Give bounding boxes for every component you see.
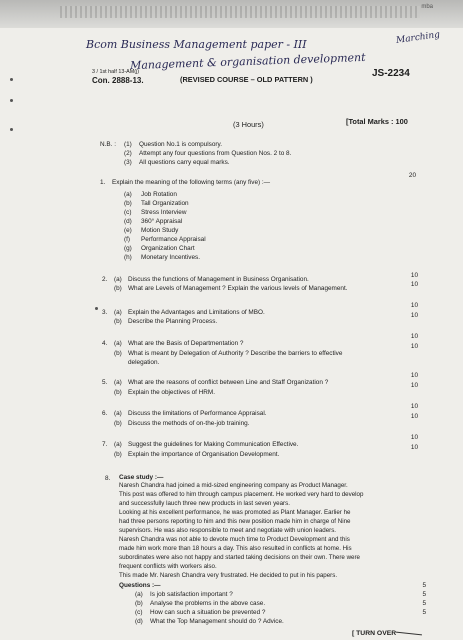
- part-label: (a): [114, 441, 122, 448]
- punch-mark: [10, 128, 13, 131]
- case-question-marks: 5: [422, 609, 426, 616]
- item-text: Stress Interview: [141, 209, 187, 216]
- question-number: 7.: [102, 441, 108, 448]
- part-marks: 10: [410, 343, 418, 350]
- handwritten-subtitle: Management & organisation development: [129, 50, 366, 73]
- item-label: (h): [124, 254, 132, 261]
- case-question-label: (c): [135, 609, 143, 616]
- part-text: What are the reasons of conflict between Line and Staff Organization ?: [128, 379, 329, 386]
- part-marks: 10: [410, 403, 418, 410]
- part-label: (a): [114, 276, 122, 283]
- part-marks: 10: [410, 434, 418, 441]
- part-label: (b): [114, 350, 122, 357]
- item-label: (f): [124, 236, 131, 243]
- nb-num: (3): [124, 159, 132, 166]
- item-text: Performance Appraisal: [141, 236, 206, 243]
- case-question-label: (a): [135, 591, 143, 598]
- case-line: This made Mr. Naresh Chandra very frustrated. He decided to put in his papers.: [119, 572, 338, 579]
- item-label: (d): [124, 218, 132, 225]
- part-label: (b): [114, 420, 122, 427]
- question-number: 1.: [100, 179, 106, 186]
- item-label: (g): [124, 245, 132, 252]
- case-line: had three persons reporting to him and this new position made him in charge of Nine: [119, 518, 351, 525]
- part-text: What are Levels of Management ? Explain the various levels of Management.: [128, 285, 348, 292]
- case-line: Naresh Chandra had joined a mid-sized engineering company as Product Manager.: [119, 482, 348, 489]
- question-marks: 20: [408, 172, 416, 179]
- question-number: 4.: [102, 340, 108, 347]
- case-line: supervisors. He was also responsible to meet and negotiate with union leaders.: [119, 527, 337, 534]
- question-number: 6.: [102, 410, 108, 417]
- nb-text: All questions carry equal marks.: [139, 159, 230, 166]
- part-marks: 10: [410, 272, 418, 279]
- item-text: Organization Chart: [141, 245, 195, 252]
- handwritten-note: Marching: [395, 29, 441, 47]
- exam-duration: (3 Hours): [233, 120, 264, 129]
- nb-num: (2): [124, 150, 132, 157]
- part-label: (b): [114, 318, 122, 325]
- case-line: Looking at his excellent performance, he was promoted as Plant Manager. Earlier he: [119, 509, 351, 516]
- nb-num: (1): [124, 141, 132, 148]
- item-text: Monetary Incentives.: [141, 254, 200, 261]
- nb-text: Attempt any four questions from Question Nos. 2 to 8.: [139, 150, 292, 157]
- question-text: Explain the meaning of the following terms (any five) :—: [112, 179, 271, 186]
- item-text: Tall Organization: [141, 200, 189, 207]
- total-marks: [Total Marks : 100: [346, 117, 408, 126]
- part-label: (a): [114, 309, 122, 316]
- turn-over-arrow: [396, 632, 422, 636]
- ref-code: 3 / 1st half 13-AM(j): [92, 69, 140, 75]
- case-line: This post was offered to him through campus placement. He worked very hard to develop: [119, 491, 364, 498]
- part-text: Discuss the functions of Management in Business Organisation.: [128, 276, 309, 283]
- part-marks: 10: [410, 444, 418, 451]
- corner-tag: mba: [421, 4, 433, 10]
- part-text: Explain the Advantages and Limitations of MBO.: [128, 309, 265, 316]
- part-marks: 10: [410, 281, 418, 288]
- part-marks: 10: [410, 302, 418, 309]
- question-number: 5.: [102, 379, 108, 386]
- case-question-marks: 5: [422, 582, 426, 589]
- part-text: Discuss the limitations of Performance Appraisal.: [128, 410, 267, 417]
- part-text: Explain the importance of Organisation Development.: [128, 451, 280, 458]
- nb-label: N.B. :: [100, 141, 116, 148]
- part-marks: 10: [410, 382, 418, 389]
- question-number: 2.: [102, 276, 108, 283]
- part-marks: 10: [410, 372, 418, 379]
- item-text: Job Rotation: [141, 191, 177, 198]
- part-text: Suggest the guidelines for Making Communication Effective.: [128, 441, 299, 448]
- item-label: (e): [124, 227, 132, 234]
- part-label: (b): [114, 389, 122, 396]
- part-marks: 10: [410, 333, 418, 340]
- item-label: (a): [124, 191, 132, 198]
- part-text: What are the Basis of Departmentation ?: [128, 340, 244, 347]
- scan-speck: [95, 307, 98, 310]
- punch-mark: [10, 99, 13, 102]
- question-number: 8.: [105, 475, 111, 482]
- question-number: 3.: [102, 309, 108, 316]
- item-text: Motion Study: [141, 227, 179, 234]
- part-marks: 10: [410, 413, 418, 420]
- case-question-text: How can such a situation be prevented ?: [150, 609, 266, 616]
- case-question-text: What the Top Management should do ? Advice.: [150, 618, 284, 625]
- nb-text: Question No.1 is compulsory.: [139, 141, 222, 148]
- part-text: Discuss the methods of on-the-job training.: [128, 420, 250, 427]
- punch-mark: [10, 78, 13, 81]
- scan-noise-strip: [60, 6, 420, 18]
- case-question-label: (b): [135, 600, 143, 607]
- case-line: made him work more than 18 hours a day. This also resulted in conflicts at home. His: [119, 545, 352, 552]
- course-title: (REVISED COURSE – OLD PATTERN ): [180, 75, 313, 84]
- case-line: Naresh Chandra was not able to devote much time to Product Development and this: [119, 536, 350, 543]
- con-code: Con. 2888-13.: [92, 76, 144, 85]
- case-question-marks: 5: [422, 591, 426, 598]
- paper-code: JS-2234: [372, 68, 410, 79]
- item-label: (c): [124, 209, 132, 216]
- case-question-text: Is job satisfaction important ?: [150, 591, 233, 598]
- part-text: Explain the objectives of HRM.: [128, 389, 216, 396]
- case-question-text: Analyse the problems in the above case.: [150, 600, 266, 607]
- case-line: frequent conflicts with workers also.: [119, 563, 217, 570]
- turn-over-label: [ TURN OVER: [352, 630, 397, 637]
- item-label: (b): [124, 200, 132, 207]
- scan-top-band: [0, 0, 463, 28]
- handwritten-title: Bcom Business Management paper - III: [86, 38, 307, 51]
- case-questions-label: Questions :—: [119, 582, 161, 589]
- item-text: 360° Appraisal: [141, 218, 183, 225]
- part-text-continued: delegation.: [128, 359, 160, 366]
- case-title: Case study :—: [119, 474, 164, 481]
- case-line: and successfully lauch three new products in last seven years.: [119, 500, 290, 507]
- part-label: (b): [114, 285, 122, 292]
- part-label: (a): [114, 340, 122, 347]
- part-label: (a): [114, 379, 122, 386]
- part-marks: 10: [410, 312, 418, 319]
- case-line: subordinates were also not happy and started taking decisions on their own. There were: [119, 554, 360, 561]
- part-label: (a): [114, 410, 122, 417]
- case-question-label: (d): [135, 618, 143, 625]
- case-question-marks: 5: [422, 600, 426, 607]
- part-label: (b): [114, 451, 122, 458]
- part-text: What is meant by Delegation of Authority ? Describe the barriers to effective: [128, 350, 343, 357]
- part-text: Describe the Planning Process.: [128, 318, 218, 325]
